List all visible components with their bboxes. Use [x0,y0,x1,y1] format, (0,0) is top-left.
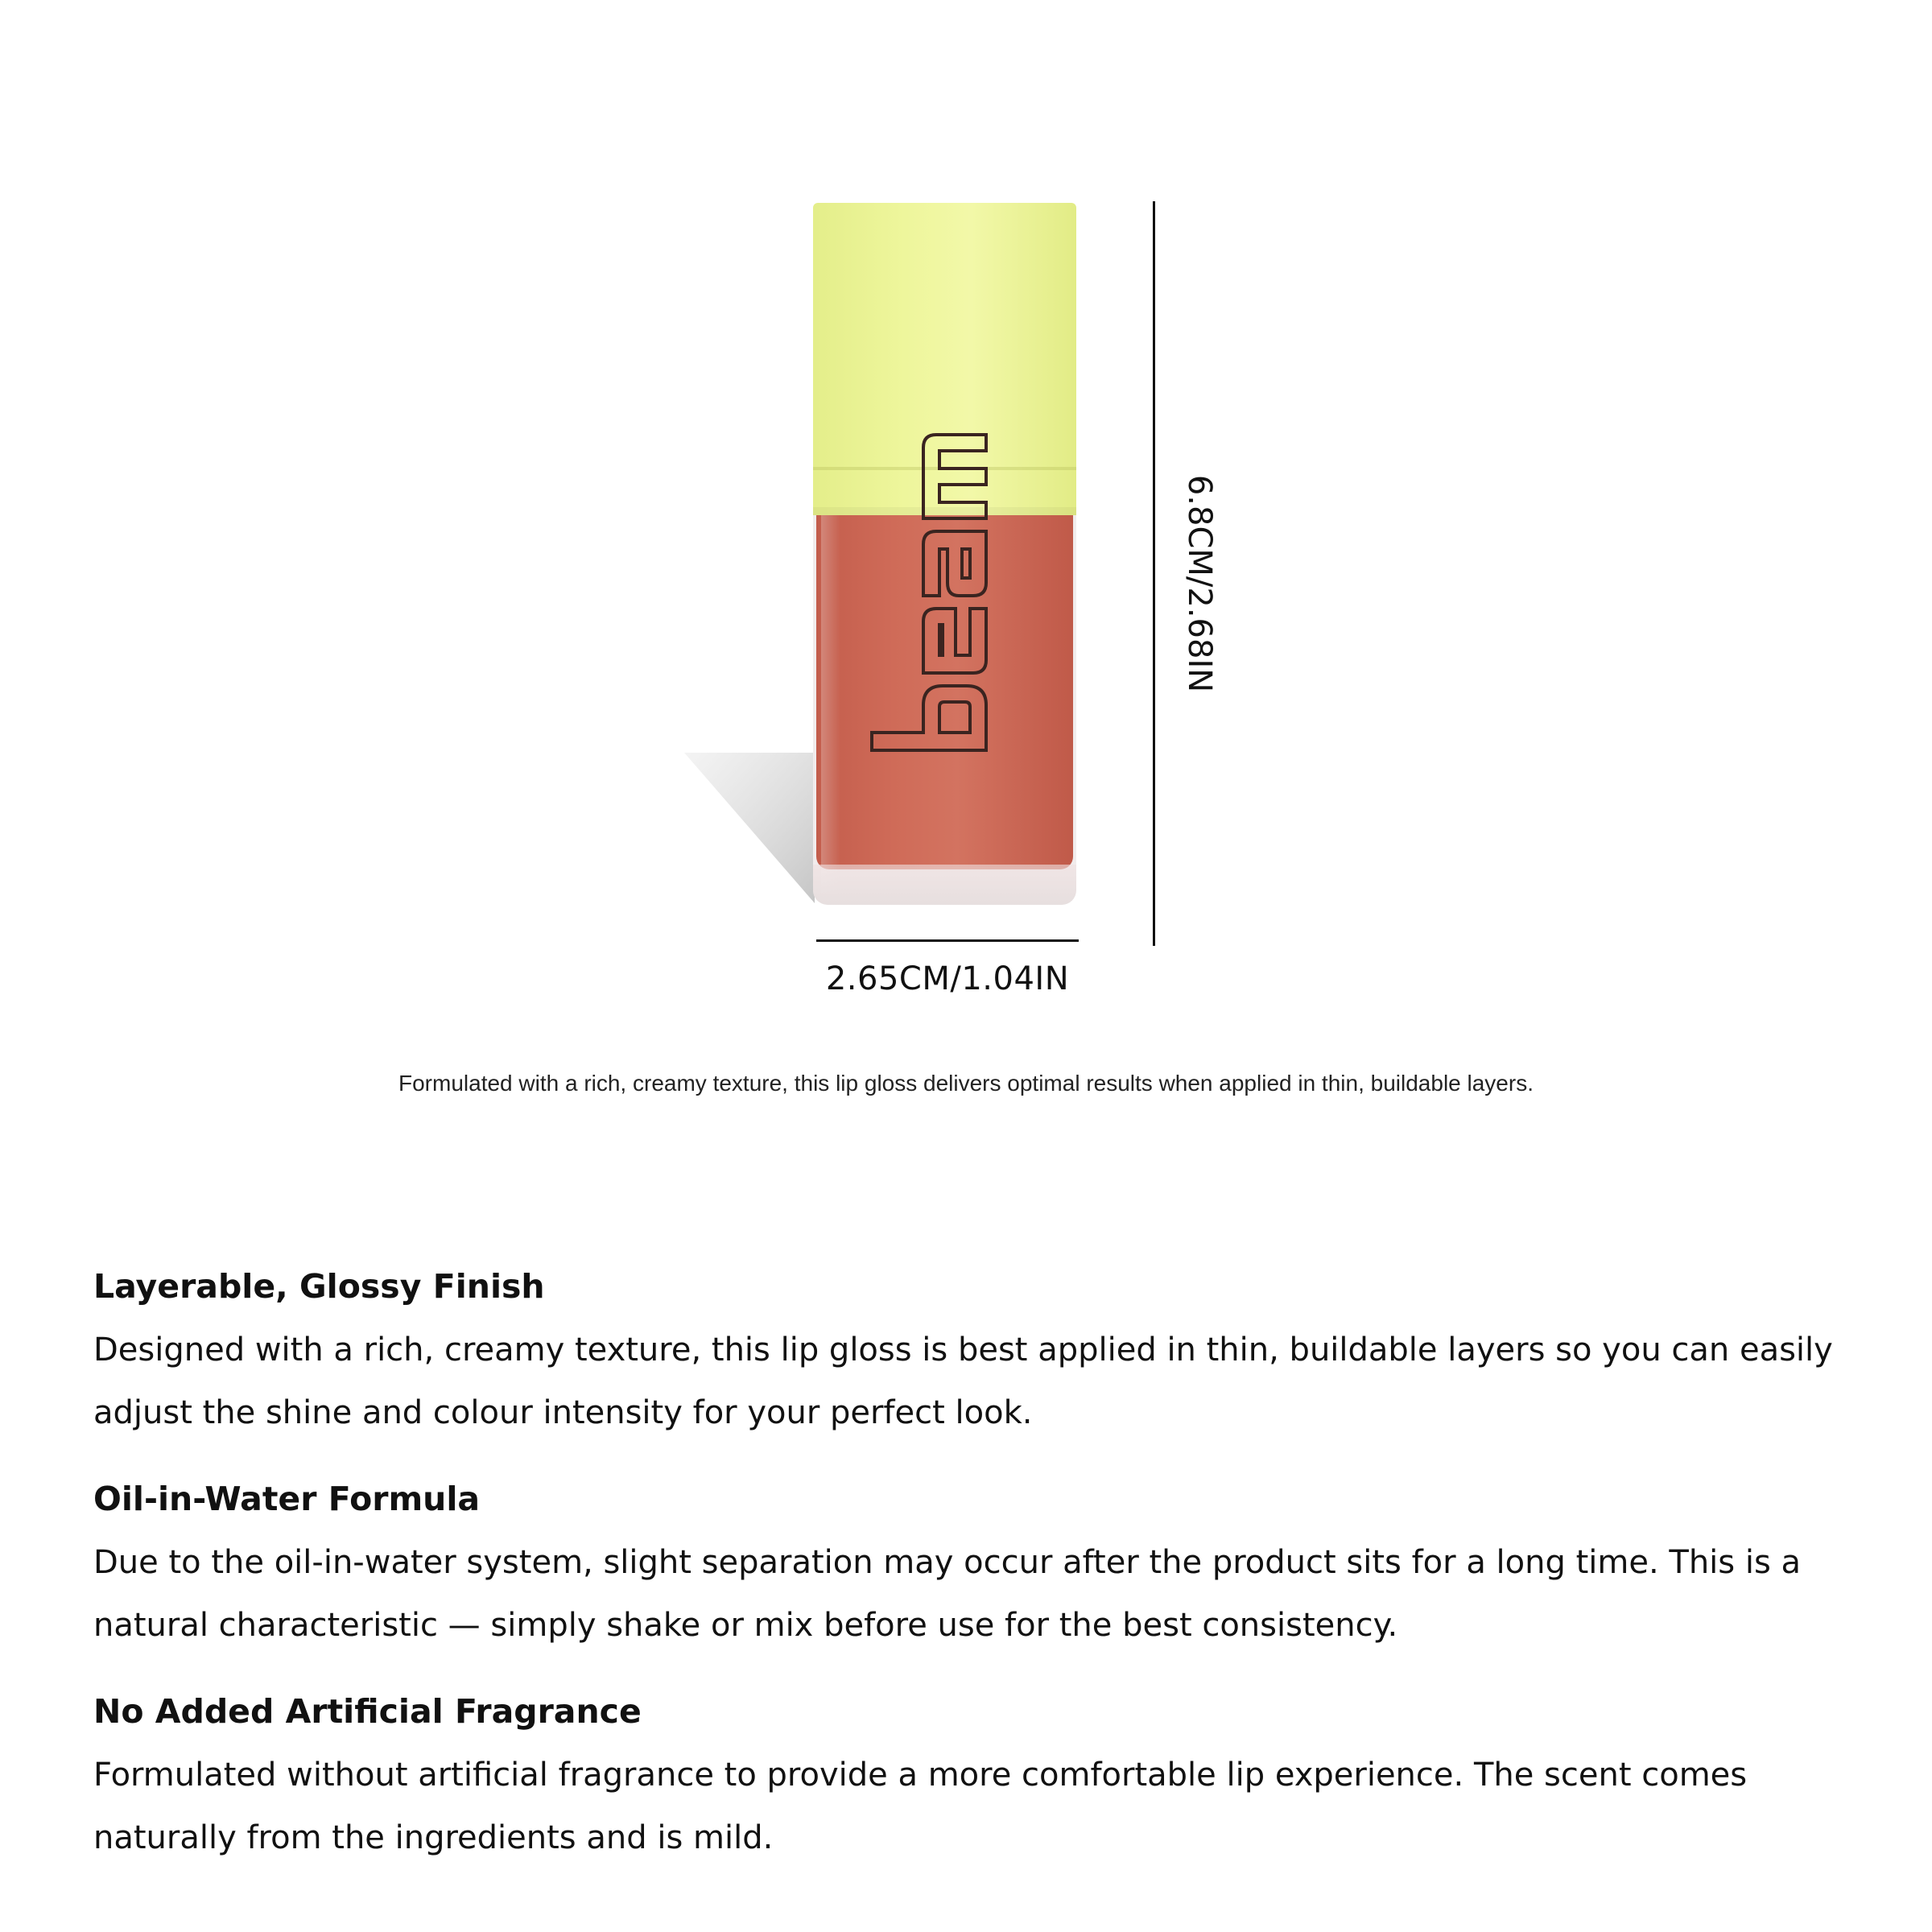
brand-logo [813,203,1076,905]
feature-title: Oil-in-Water Formula [93,1480,481,1518]
feature-list [93,1264,1848,1901]
width-dimension-label: 2.65CM/1.04IN [825,960,1070,997]
feature-description: Due to the oil-in-water system, slight separation may occur after the product sits for a long time. This is a natural characteristic — simply shake or mix before use for the best consistency. [93,1544,1802,1644]
feature-item [93,1689,1848,1869]
feature-description: Designed with a rich, creamy texture, this lip gloss is best applied in thin, buildable layers so you can easily adjust the shine and colour intensity for your perfect look. [93,1331,1833,1431]
feature-item [93,1264,1848,1444]
feature-description: Formulated without artificial fragrance to provide a more comfortable lip experience. The scent comes naturally from the ingredients and is mild. [93,1757,1748,1856]
image-caption: Formulated with a rich, creamy texture, this lip gloss delivers optimal results when applied in thin, buildable layers. [398,1071,1534,1096]
feature-title: No Added Artificial Fragrance [93,1692,642,1731]
width-dimension-line [816,939,1079,942]
feature-title: Layerable, Glossy Finish [93,1267,545,1306]
lip-gloss-bottle [813,203,1076,905]
height-dimension-text: 6.8CM/2.68IN [1181,474,1218,693]
feature-item [93,1476,1848,1657]
height-dimension-line [1153,201,1155,946]
